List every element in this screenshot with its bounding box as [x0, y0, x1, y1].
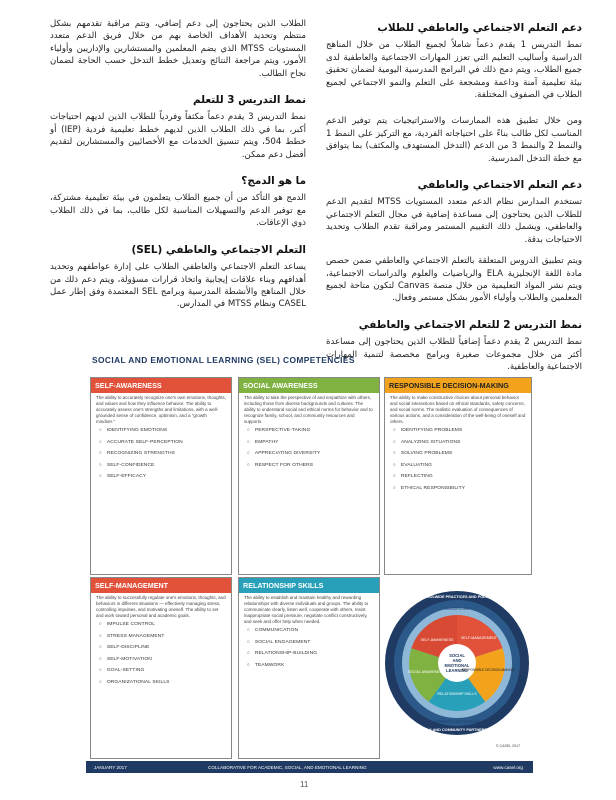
paragraph: الطلاب الذين يحتاجون إلى دعم إضافي، وتتم مراقبة تقدمهم بشكل منتظم وتحديد الأهداف الخاصة بهم من خلال فريق الدعم متعدد المستويات MTSS الذي يضم المعلمين والمستشارين والإداريين وأولياء الأمور، ويتم مراجعة النتائج وتعديل خطط التدخل حسب الحاجة لضمان نجاح الطالب.: [50, 19, 306, 79]
wheel-center-label: AND: [452, 658, 462, 663]
card-title: SELF-MANAGEMENT: [91, 578, 231, 593]
left-text-column: [50, 18, 306, 320]
sel-wheel-diagram: [384, 577, 530, 757]
card-title: SELF-AWARENESS: [91, 378, 231, 393]
footer-organization: COLLABORATIVE FOR ACADEMIC, SOCIAL, AND EMOTIONAL LEARNING: [208, 764, 367, 770]
wheel-segment-label: SELF-AWARENESS: [420, 638, 454, 642]
card-description: The ability to successfully regulate one's emotions, thoughts, and behaviors in different situations — effectively managing stress, controlling impulses, and motivating oneself. The ability to set and work toward personal and academic goals.: [96, 595, 226, 619]
paragraph: تستخدم المدارس نظام الدعم متعدد المستويات MTSS لتقديم الدعم للطلاب الذين يحتاجون إلى مساعدة إضافية في مجال التعلم الاجتماعي والعاطفي، ويشمل ذلك التقييم المستمر ومراقبة تقدم الطلاب وتحديد الاحتياجات بدقة.: [326, 197, 582, 245]
section-heading: ما هو الدمج؟: [241, 175, 306, 188]
card-description: The ability to accurately recognize one's own emotions, thoughts, and values and how they influence behavior. The ability to accurately assess one's strengths and limitations, with a well-grounded sense of confidence, optimism, and a "growth mindset.": [96, 395, 226, 425]
section-heading: دعم التعلم الاجتماعي والعاطفي للطلاب: [377, 22, 582, 34]
footer-date: JANUARY 2017: [94, 764, 127, 770]
wheel-center-label: LEARNING: [446, 668, 468, 673]
wheel-segment-label: SOCIAL AWARENESS: [407, 670, 445, 674]
competency-item: ○ COMMUNICATION: [247, 627, 375, 633]
poster-footer: [86, 761, 533, 773]
paragraph: يساعد التعلم الاجتماعي والعاطفي الطلاب على إدارة عواطفهم وتحديد أهدافهم وبناء علاقات إيجابية واتخاذ قرارات مسؤولة، ويتم دعم ذلك من خلال المناهج والأنشطة المدرسية وبرامج SEL المعتمدة وفق إطار عمل CASEL ونظام MTSS في المدارس.: [50, 262, 306, 310]
competency-item: ○ APPRECIATING DIVERSITY: [247, 450, 375, 456]
competency-item: ○ REFLECTING: [393, 473, 527, 479]
card-relationship-skills: [238, 577, 380, 759]
section-heading: نمط التدريس 2 للتعلم الاجتماعي والعاطفي: [358, 318, 582, 331]
section-heading: دعم التعلم الاجتماعي والعاطفي: [417, 179, 582, 192]
competency-list: [91, 427, 231, 479]
competency-item: ○ EMPATHY: [247, 439, 375, 445]
footer-url: www.casel.org: [493, 764, 523, 770]
sel-competencies-poster: [86, 355, 533, 773]
card-description: The ability to take the perspective of and empathize with others, including those from diverse backgrounds and cultures. The ability to understand social and ethical norms for behavior and to recognize family, school, and community resources and supports.: [244, 395, 373, 425]
section-heading: نمط التدريس 3 للتعلم: [192, 94, 306, 107]
wheel-ring-label: FAMILY AND COMMUNITY PARTNERSHIPS: [418, 728, 496, 732]
competency-item: ○ RELATIONSHIP-BUILDING: [247, 650, 375, 656]
competency-item: ○ ETHICAL RESPONSIBILITY: [393, 485, 527, 491]
competency-item: ○ PERSPECTIVE-TAKING: [247, 427, 375, 433]
paragraph: نمط التدريس 3 يقدم دعماً مكثفاً وفردياً للطلاب الذين لديهم احتياجات أكبر، بما في ذلك الطلاب الذين لديهم خطط تعليمية فردية (IEP) أو خطط 504، ويتم تنسيق الخدمات مع الأخصائيين والمستشارين لتقديم أفضل دعم ممكن.: [50, 112, 306, 160]
competency-item: ○ SOCIAL ENGAGEMENT: [247, 639, 375, 645]
sel-wheel-panel: [384, 577, 530, 757]
card-title: RELATIONSHIP SKILLS: [239, 578, 379, 593]
card-description: The ability to make constructive choices about personal behavior and social interactions based on ethical standards, safety concerns, and social norms. The realistic evaluation of consequences of various actions, and a consideration of the well-being of oneself and others.: [390, 395, 526, 425]
wheel-segment-label: RESPONSIBLE DECISION-MAKING: [461, 668, 515, 672]
poster-title: SOCIAL AND EMOTIONAL LEARNING (SEL) COMPETENCIES: [92, 355, 355, 365]
card-social-awareness: [238, 377, 380, 575]
competency-item: ○ ORGANIZATIONAL SKILLS: [99, 679, 227, 685]
competency-item: ○ SELF-DISCIPLINE: [99, 644, 227, 650]
paragraph: نمط التدريس 1 يقدم دعماً شاملاً لجميع الطلاب من خلال المناهج الدراسية وأساليب التعليم التي تعزز المهارات الاجتماعية والعاطفية لدى جميع الطلاب، ويتم دمج ذلك في البرامج المدرسية اليومية لضمان تحقيق بيئة تعليمية آمنة وداعمة ومشجعة على التعلم والنمو الاجتماعي لجميع الطلاب في الصفوف المختلفة.: [326, 40, 583, 101]
paragraph: ويتم تطبيق الدروس المتعلقة بالتعلم الاجتماعي والعاطفي ضمن حصص مادة اللغة الإنجليزية ELA والرياضيات والعلوم والدراسات الاجتماعية، ويتم نشر المواد التعليمية من خلال منصة Canvas لتكون متاحة لجميع المعلمين والطلاب وأولياء الأمور بشكل مستمر وفعال.: [326, 256, 582, 304]
card-self-management: [90, 577, 232, 759]
competency-item: ○ RESPECT FOR OTHERS: [247, 462, 375, 468]
wheel-center-label: EMOTIONAL: [444, 663, 470, 668]
card-self-awareness: [90, 377, 232, 575]
competency-item: ○ GOAL-SETTING: [99, 667, 227, 673]
wheel-segment-label: SELF-MANAGEMENT: [461, 636, 497, 640]
section-heading: التعلم الاجتماعي والعاطفي (SEL): [131, 243, 306, 256]
wheel-ring-label: CLASSROOMS: [445, 607, 469, 611]
paragraph: ومن خلال تطبيق هذه الممارسات والاستراتيجيات يتم توفير الدعم المناسب لكل طالب بناءً على احتياجاته الفردية، مع التركيز على النمط 1 والنمط 2 والنمط 3 من الدعم (التدخل المستهدف والمكثف) بما يتوافق مع خطة التدخل المدرسية.: [326, 116, 583, 164]
card-title: SOCIAL AWARENESS: [239, 378, 379, 393]
card-title: RESPONSIBLE DECISION-MAKING: [385, 378, 531, 393]
wheel-copyright: © CASEL 2017: [495, 744, 521, 748]
competency-list: [385, 427, 531, 491]
competency-list: [239, 627, 379, 668]
paragraph: نمط التدريس 2 يقدم دعماً إضافياً للطلاب الذين يحتاجون إلى مساعدة أكثر من خلال مجموعات صغيرة وبرامج مخصصة لتنمية المهارات الاجتماعية والعاطفية.: [326, 337, 582, 372]
competency-item: ○ IDENTIFYING PROBLEMS: [393, 427, 527, 433]
competency-item: ○ SELF-EFFICACY: [99, 473, 227, 479]
competency-item: ○ ANALYZING SITUATIONS: [393, 439, 527, 445]
competency-item: ○ IMPULSE CONTROL: [99, 621, 227, 627]
competency-item: ○ SOLVING PROBLEMS: [393, 450, 527, 456]
page-number: 11: [300, 780, 309, 789]
competency-item: ○ RECOGNIZING STRENGTHS: [99, 450, 227, 456]
wheel-center-label: SOCIAL: [449, 653, 465, 658]
card-description: The ability to establish and maintain healthy and rewarding relationships with diverse individuals and groups. The ability to communicate clearly, listen well, cooperate with others, resist inappropriate social pressure, negotiate conflict constructively, and seek and offer help when needed.: [244, 595, 369, 625]
right-text-column: [326, 18, 582, 382]
wheel-ring-label: AUTHENTIC PARTNERSHIPS: [433, 720, 481, 724]
competency-item: ○ IDENTIFYING EMOTIONS: [99, 427, 227, 433]
competency-item: ○ ACCURATE SELF-PERCEPTION: [99, 439, 227, 445]
competency-item: ○ SELF-CONFIDENCE: [99, 462, 227, 468]
competency-item: ○ SELF-MOTIVATION: [99, 656, 227, 662]
card-responsible-decision-making: [384, 377, 532, 575]
wheel-segment-label: RELATIONSHIP SKILLS: [437, 692, 477, 696]
competency-list: [91, 621, 231, 685]
competency-item: ○ EVALUATING: [393, 462, 527, 468]
wheel-ring-label: SCHOOLWIDE PRACTICES AND POLICIES: [418, 595, 496, 599]
competency-item: ○ STRESS MANAGEMENT: [99, 633, 227, 639]
competency-list: [239, 427, 379, 468]
competency-item: ○ TEAMWORK: [247, 662, 375, 668]
paragraph: الدمج هو التأكد من أن جميع الطلاب يتعلمون في بيئة تعليمية مشتركة، مع توفير الدعم والتسهيلات المناسبة لكل طالب، بما في ذلك الطلاب ذوي الإعاقات.: [50, 193, 306, 229]
